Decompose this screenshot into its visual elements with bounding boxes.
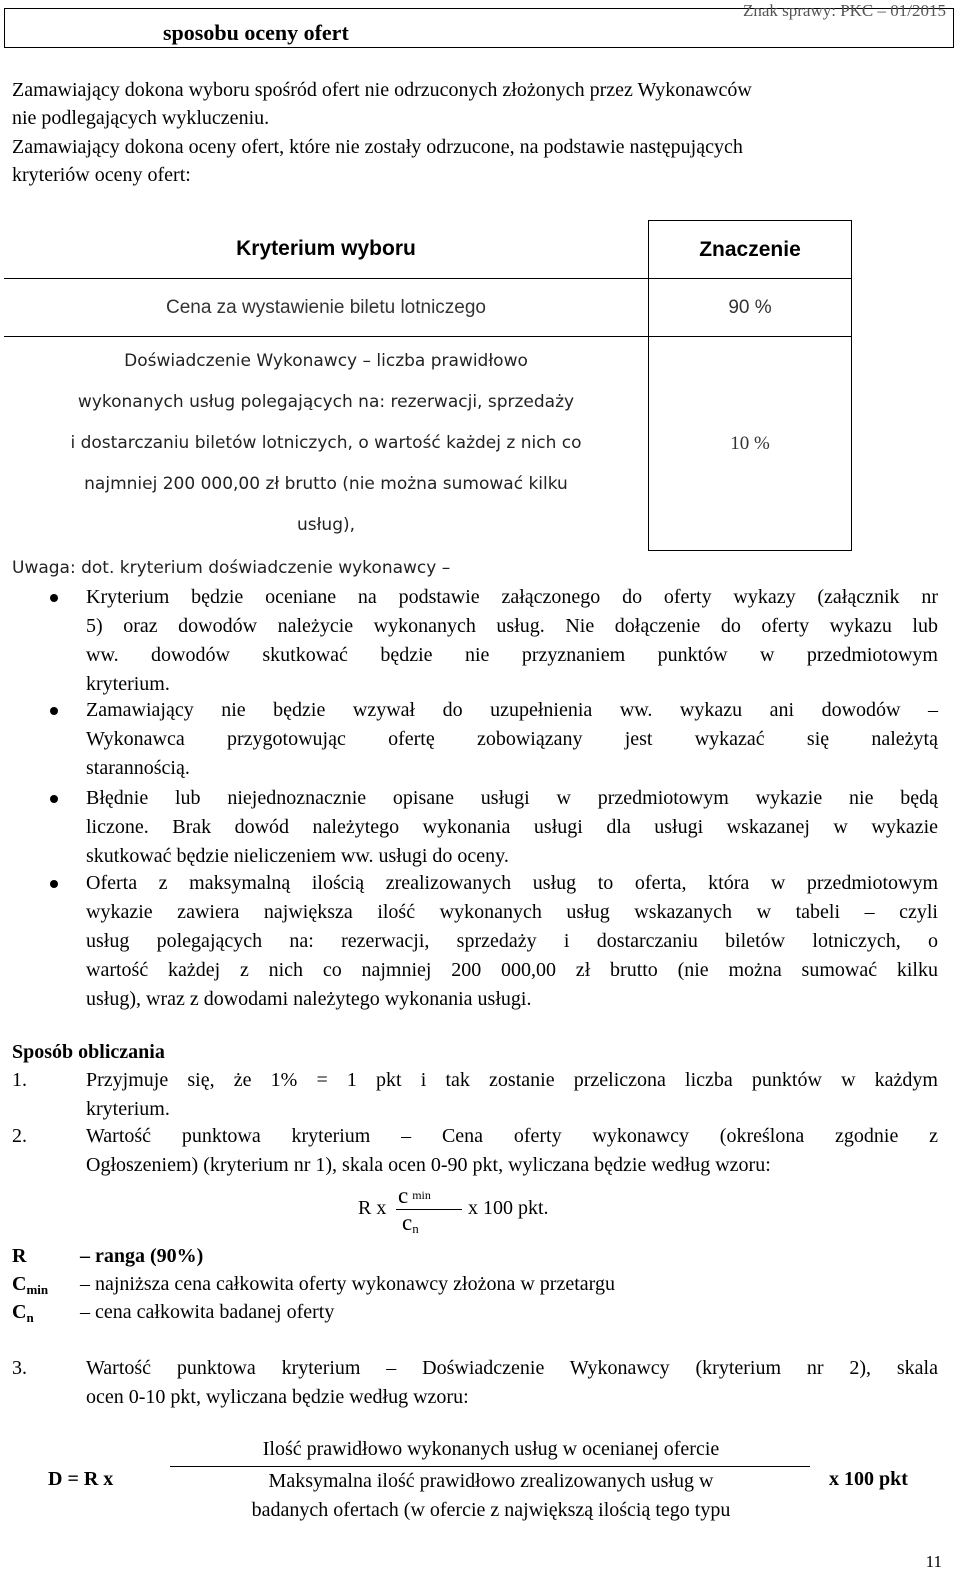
formula1-denominator bbox=[402, 1210, 419, 1237]
legend-symbol-r bbox=[12, 1242, 26, 1271]
legend-sub: n bbox=[26, 1310, 34, 1325]
formula2-numerator: Ilość prawidłowo wykonanych usług w ocenianej ofercie bbox=[262, 1438, 720, 1460]
legend-sym: R bbox=[12, 1245, 27, 1267]
bullet-line: Wykonawca przygotowując ofertę zobowiązany jest wykazać się należytą bbox=[86, 728, 938, 750]
criterion-experience-line: i dostarczaniu biletów lotniczych, o wartość każdej z nich co bbox=[70, 433, 582, 454]
criterion-experience-line: najmniej 200 000,00 zł brutto (nie można sumować kilku bbox=[84, 474, 568, 495]
legend-desc-r: – ranga (90%) bbox=[80, 1245, 204, 1267]
item-line: kryterium. bbox=[86, 1098, 170, 1120]
formula1-numerator bbox=[398, 1183, 431, 1209]
item-number: 2. bbox=[12, 1125, 27, 1147]
calc-item-3 bbox=[86, 1354, 938, 1412]
bullet-icon bbox=[50, 707, 58, 715]
denominator-line: Maksymalna ilość prawidłowo zrealizowanych usług w bbox=[268, 1470, 714, 1492]
formula1-num-c: c bbox=[398, 1183, 409, 1208]
calc-item-2 bbox=[86, 1122, 938, 1180]
item-line: ocen 0-10 pkt, wyliczana będzie według wzoru: bbox=[86, 1386, 469, 1408]
bullet-line: 5) oraz dowodów należycie wykonanych usług. Nie dołączenie do oferty wykazu lub bbox=[86, 615, 938, 637]
formula2-lhs: D = R x bbox=[48, 1468, 114, 1490]
weight-price: 90 % bbox=[649, 279, 852, 337]
calc-item-1 bbox=[86, 1066, 938, 1124]
header-weight: Znaczenie bbox=[649, 221, 852, 279]
intro-p1-line1: Zamawiający dokona wyboru spośród ofert nie odrzuconych złożonych przez Wykonawców bbox=[12, 79, 752, 101]
bullet-line: Oferta z maksymalną ilością zrealizowanych usług to oferta, która w przedmiotowym bbox=[86, 872, 938, 894]
intro-p2-line1: Zamawiający dokona oceny ofert, które nie zostały odrzucone, na podstawie następujących bbox=[12, 136, 743, 158]
item-line: Wartość punktowa kryterium – Doświadczenie Wykonawcy (kryterium nr 2), skala bbox=[86, 1357, 938, 1379]
case-reference: Znak sprawy: PKC – 01/2015 bbox=[742, 1, 946, 20]
bullet-line: Zamawiający nie będzie wzywał do uzupełnienia ww. wykazu ani dowodów – bbox=[86, 699, 938, 721]
formula1-num-sub: min bbox=[412, 1188, 431, 1202]
bullet-line: wartość każdej z nich co najmniej 200 000,00 zł brutto (nie można sumować kilku bbox=[86, 959, 938, 981]
intro-p2-line2: kryteriów oceny ofert: bbox=[12, 164, 191, 186]
table-header-row bbox=[4, 221, 852, 279]
formula2-denominator bbox=[174, 1467, 808, 1525]
denominator-line: badanych ofertach (w ofercie z największą ilością tego typu bbox=[251, 1499, 731, 1521]
item-line: Wartość punktowa kryterium – Cena oferty wykonawcy (określona zgodnie z bbox=[86, 1125, 938, 1147]
bullet-icon bbox=[50, 795, 58, 803]
note-bullet-1 bbox=[86, 583, 938, 699]
header-criterion: Kryterium wyboru bbox=[4, 221, 649, 279]
item-line: Przyjmuje się, że 1% = 1 pkt i tak zostanie przeliczona liczba punktów w każdym bbox=[86, 1069, 938, 1091]
formula1-prefix: R x bbox=[358, 1197, 387, 1219]
criterion-experience-line: wykonanych usług polegających na: rezerwacji, sprzedaży bbox=[77, 392, 575, 413]
note-title: Uwaga: dot. kryterium doświadczenie wykonawcy – bbox=[12, 558, 451, 578]
legend-sub: min bbox=[26, 1282, 49, 1297]
bullet-line: usług polegających na: rezerwacji, sprzedaży i dostarczaniu biletów lotniczych, o bbox=[86, 930, 938, 952]
note-bullet-4 bbox=[86, 869, 938, 1014]
page-number: 11 bbox=[925, 1552, 942, 1571]
bullet-line: Błędnie lub niejednoznacznie opisane usługi w przedmiotowym wykazie nie będą bbox=[86, 787, 938, 809]
bullet-icon bbox=[50, 880, 58, 888]
note-bullet-3 bbox=[86, 784, 938, 871]
bullet-line: skutkować będzie nieliczeniem ww. usługi do oceny. bbox=[86, 845, 509, 867]
criterion-experience-line: Doświadczenie Wykonawcy – liczba prawidłowo bbox=[124, 351, 528, 372]
bullet-line: wykazie zawiera największa ilość wykonanych usług wskazanych w tabeli – czyli bbox=[86, 901, 938, 923]
note-bullet-2 bbox=[86, 696, 938, 783]
formula2-rhs: x 100 pkt bbox=[829, 1468, 908, 1490]
criterion-experience bbox=[4, 337, 649, 551]
legend-sym: C bbox=[12, 1273, 27, 1295]
formula1-suffix: x 100 pkt. bbox=[468, 1197, 549, 1219]
legend-symbol-cn bbox=[12, 1298, 34, 1332]
bullet-line: usług), wraz z dowodami należytego wykonania usługi. bbox=[86, 988, 532, 1010]
bullet-icon bbox=[50, 594, 58, 602]
legend-sym: C bbox=[12, 1301, 27, 1323]
criterion-experience-line: usług), bbox=[296, 515, 356, 536]
criterion-price: Cena za wystawienie biletu lotniczego bbox=[4, 279, 649, 337]
criteria-table bbox=[4, 220, 852, 551]
weight-experience: 10 % bbox=[649, 337, 852, 551]
item-number: 3. bbox=[12, 1357, 27, 1379]
legend-desc-cn: – cena całkowita badanej oferty bbox=[80, 1301, 335, 1323]
bullet-line: starannością. bbox=[86, 757, 190, 779]
formula1-den-c: c bbox=[402, 1210, 413, 1235]
intro-p1-line2: nie podlegających wykluczeniu. bbox=[12, 107, 270, 129]
item-number: 1. bbox=[12, 1069, 27, 1091]
section-title: sposobu oceny ofert bbox=[163, 20, 349, 45]
calculation-heading: Sposób obliczania bbox=[12, 1041, 165, 1063]
formula1-den-sub: n bbox=[412, 1221, 419, 1236]
item-line: Ogłoszeniem) (kryterium nr 1), skala ocen 0-90 pkt, wyliczana będzie według wzoru: bbox=[86, 1154, 771, 1176]
table-row bbox=[4, 337, 852, 551]
legend-desc-cmin: – najniższa cena całkowita oferty wykonawcy złożona w przetargu bbox=[80, 1273, 615, 1295]
bullet-line: Kryterium będzie oceniane na podstawie załączonego do oferty wykazy (załącznik nr bbox=[86, 586, 938, 608]
bullet-line: liczone. Brak dowód należytego wykonania usługi dla usługi wskazanej w wykazie bbox=[86, 816, 938, 838]
bullet-line: kryterium. bbox=[86, 673, 170, 695]
table-row bbox=[4, 279, 852, 337]
bullet-line: ww. dowodów skutkować będzie nie przyznaniem punktów w przedmiotowym bbox=[86, 644, 938, 666]
